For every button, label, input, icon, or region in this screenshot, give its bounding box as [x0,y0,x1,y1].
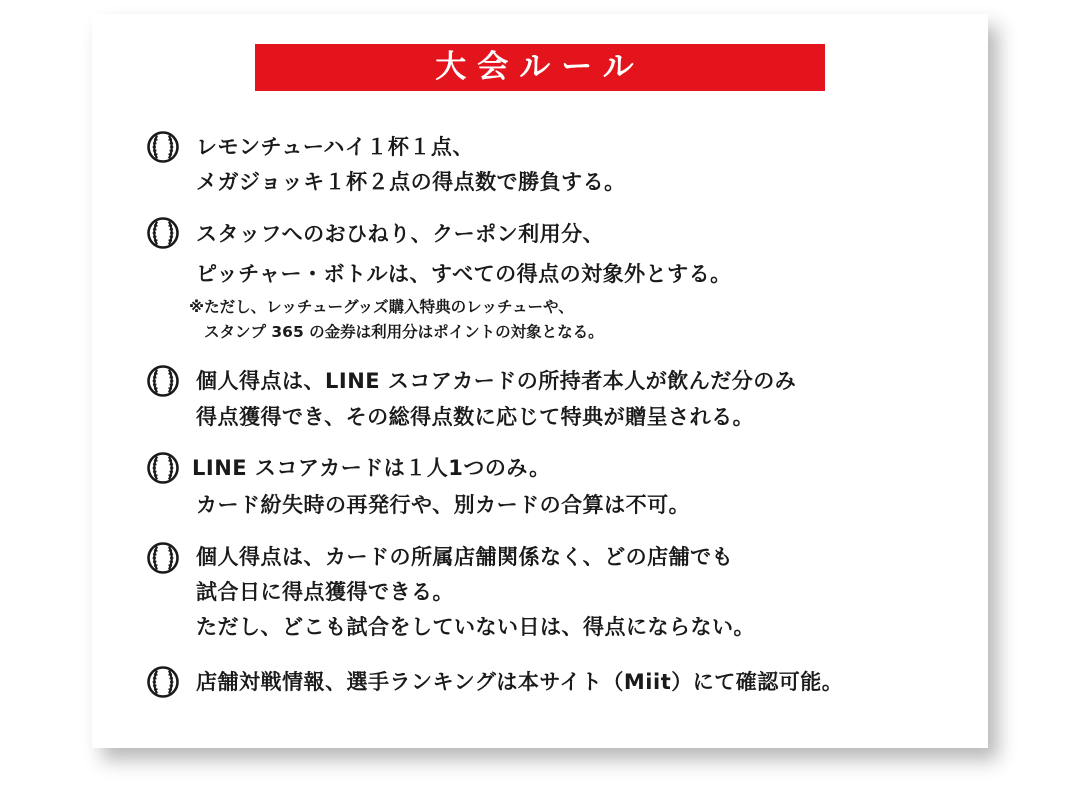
rule-line: レモンチューハイ１杯１点、 [196,135,474,159]
page-title: 大会ルール [435,49,645,85]
note-line: スタンプ 365 の金券は利用分はポイントの対象となる。 [204,323,604,341]
baseball-icon [146,541,180,575]
rules-card [92,14,988,748]
rule-line: スタッフへのおひねり、クーポン利用分、 [196,222,605,246]
rule-line: カード紛失時の再発行や、別カードの合算は不可。 [196,493,691,517]
baseball-icon [146,665,180,699]
rule-line: 得点獲得でき、その総得点数に応じて特典が贈呈される。 [196,405,755,429]
rule-line: ただし、どこも試合をしていない日は、得点にならない。 [196,615,755,639]
rule-line: 個人得点は、LINE スコアカードの所持者本人が飲んだ分のみ [196,369,797,393]
baseball-icon [146,130,180,164]
baseball-icon [146,364,180,398]
baseball-icon [146,216,180,250]
rule-line: LINE スコアカードは１人1つのみ。 [192,456,551,480]
rule-line: 個人得点は、カードの所属店舗関係なく、どの店舗でも [196,545,734,569]
baseball-icon [146,451,180,485]
note-line: ※ただし、レッチューグッズ購入特典のレッチューや、 [189,298,574,316]
rule-line: ピッチャー・ボトルは、すべての得点の対象外とする。 [196,262,732,286]
rule-note [189,295,604,345]
rule-line: 試合日に得点獲得できる。 [196,580,454,604]
rule-line: メガジョッキ１杯２点の得点数で勝負する。 [196,170,626,194]
title-banner [255,44,825,91]
rule-line: 店舗対戦情報、選手ランキングは本サイト（Miit）にて確認可能。 [196,670,844,694]
